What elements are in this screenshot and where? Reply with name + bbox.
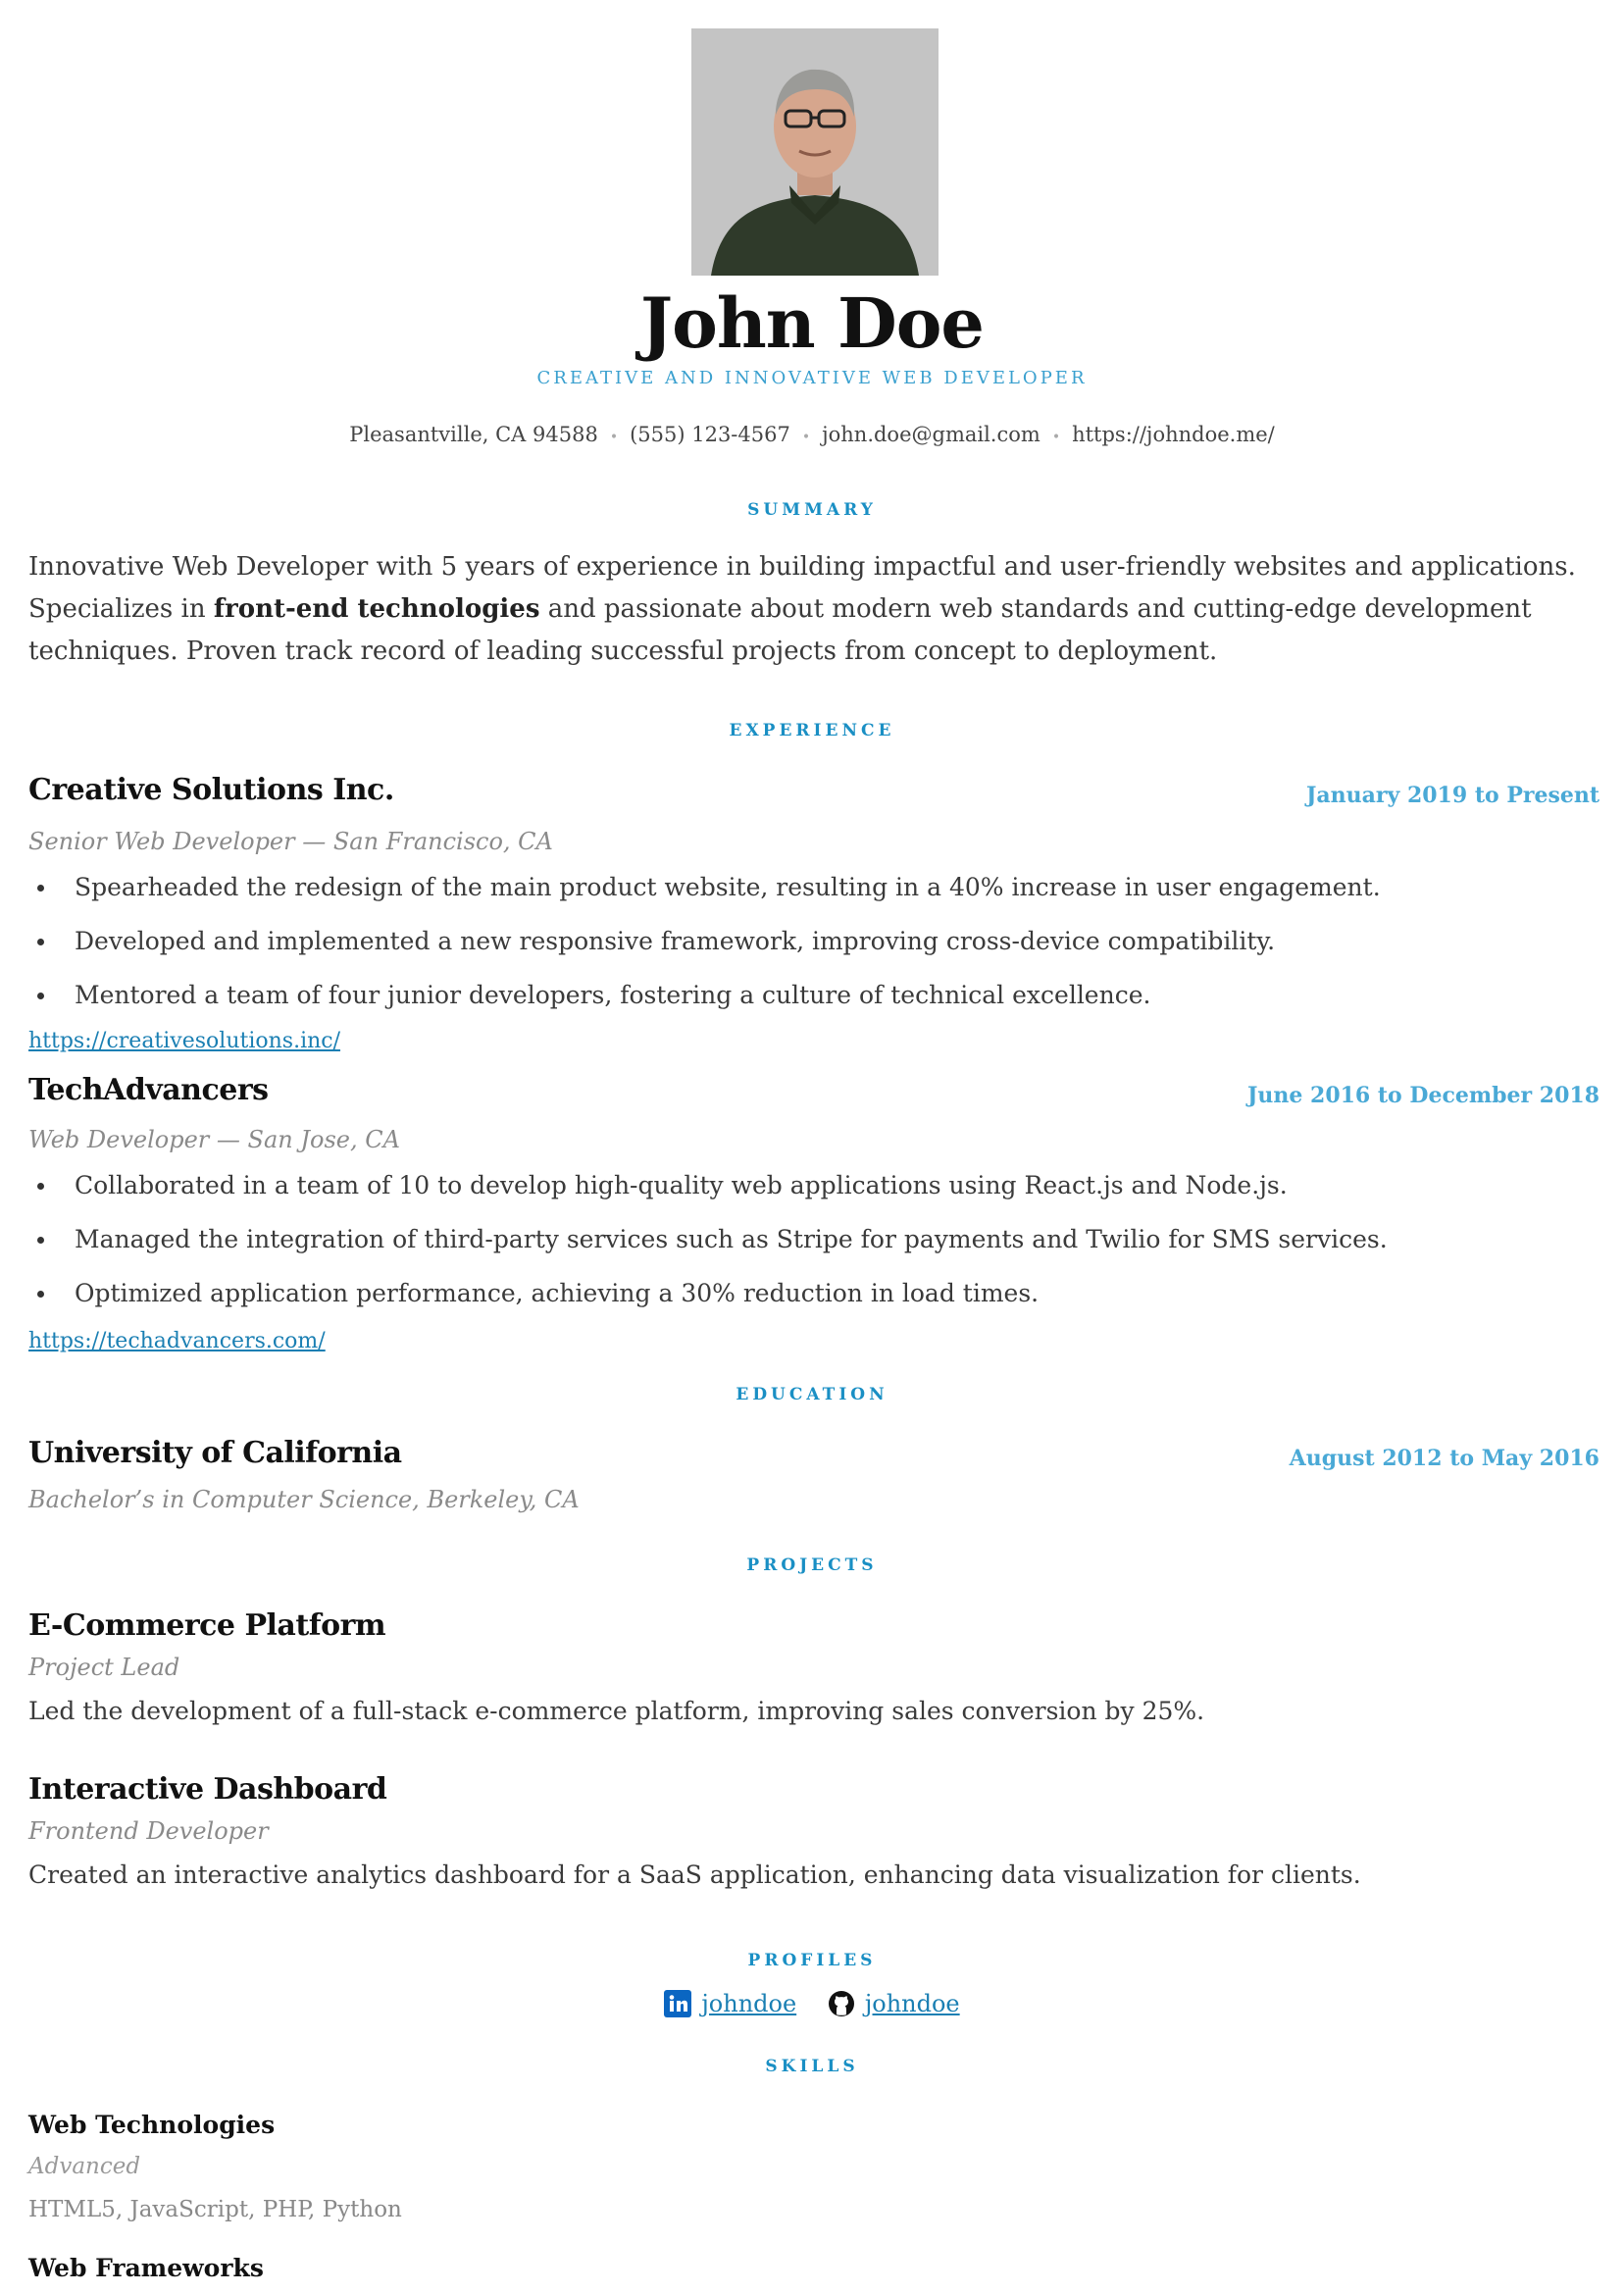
education-date: August 2012 to May 2016 xyxy=(1289,1446,1599,1471)
experience-date: June 2016 to December 2018 xyxy=(1246,1083,1599,1108)
list-item: Collaborated in a team of 10 to develop high-quality web applications using React.js and Node.js. xyxy=(28,1158,1598,1212)
profiles-list xyxy=(0,1987,1624,2026)
project-role: Project Lead xyxy=(28,1654,180,1681)
github-username[interactable]: johndoe xyxy=(864,1990,960,2017)
experience-position: Senior Web Developer — San Francisco, CA xyxy=(28,828,553,855)
project-name: E-Commerce Platform xyxy=(28,1608,386,1643)
experience-heading: EXPERIENCE xyxy=(729,721,895,740)
github-icon xyxy=(828,1990,855,2017)
experience-url-link[interactable]: https://creativesolutions.inc/ xyxy=(28,1029,341,1053)
email-text[interactable]: john.doe@gmail.com xyxy=(822,423,1040,446)
education-institution: University of California xyxy=(28,1436,402,1470)
candidate-name: John Doe xyxy=(640,282,984,364)
experience-company: Creative Solutions Inc. xyxy=(28,773,394,807)
summary-bold: front-end technologies xyxy=(213,594,540,624)
separator-dot: • xyxy=(609,430,619,445)
project-name: Interactive Dashboard xyxy=(28,1772,387,1807)
profiles-heading: PROFILES xyxy=(747,1951,877,1970)
summary-part: and passionate about modern web standards and cutting-edge development techniques. Proven track record of leading successful projects from concept to deployment. xyxy=(28,594,1532,666)
list-item: Optimized application performance, achieving a 30% reduction in load times. xyxy=(28,1266,1598,1320)
separator-dot: • xyxy=(1051,430,1061,445)
phone-text[interactable]: (555) 123-4567 xyxy=(630,423,790,446)
project-role: Frontend Developer xyxy=(28,1817,269,1845)
profile-github[interactable] xyxy=(828,1987,960,2020)
experience-bullets xyxy=(28,1158,1598,1320)
candidate-headline: CREATIVE AND INNOVATIVE WEB DEVELOPER xyxy=(536,368,1088,388)
skill-keywords: HTML5, JavaScript, PHP, Python xyxy=(28,2197,402,2222)
website-text[interactable]: https://johndoe.me/ xyxy=(1072,423,1275,446)
profile-linkedin[interactable] xyxy=(664,1987,796,2020)
separator-dot: • xyxy=(801,430,811,445)
contact-line xyxy=(0,420,1624,452)
education-degree: Bachelor’s in Computer Science, Berkeley, CA xyxy=(28,1486,580,1513)
project-description: Led the development of a full-stack e-commerce platform, improving sales conversion by 25%. xyxy=(28,1697,1205,1725)
list-item: Managed the integration of third-party services such as Stripe for payments and Twilio for SMS services. xyxy=(28,1212,1598,1266)
skill-name: Web Frameworks xyxy=(28,2254,264,2282)
skill-level: Advanced xyxy=(28,2154,141,2179)
list-item: Developed and implemented a new responsive framework, improving cross-device compatibility. xyxy=(28,914,1598,968)
summary-part: Innovative Web Developer with 5 years of experience in building impactful and user-friendly websites and applications. Specializes in xyxy=(28,552,1576,624)
experience-date: January 2019 to Present xyxy=(1306,783,1599,808)
summary-heading: SUMMARY xyxy=(747,500,877,520)
skills-heading: SKILLS xyxy=(765,2057,859,2076)
linkedin-icon xyxy=(664,1990,691,2017)
profile-photo xyxy=(691,28,939,276)
portrait-icon xyxy=(691,28,939,276)
experience-url-link[interactable]: https://techadvancers.com/ xyxy=(28,1329,326,1353)
experience-position: Web Developer — San Jose, CA xyxy=(28,1126,400,1153)
list-item: Mentored a team of four junior developers, fostering a culture of technical excellence. xyxy=(28,968,1598,1022)
projects-heading: PROJECTS xyxy=(746,1555,878,1575)
summary-text xyxy=(28,546,1598,673)
experience-bullets xyxy=(28,860,1598,1022)
location-text: Pleasantville, CA 94588 xyxy=(349,423,598,446)
linkedin-username[interactable]: johndoe xyxy=(701,1990,797,2017)
education-heading: EDUCATION xyxy=(736,1385,888,1404)
skill-name: Web Technologies xyxy=(28,2111,276,2139)
experience-company: TechAdvancers xyxy=(28,1073,269,1107)
project-description: Created an interactive analytics dashboard for a SaaS application, enhancing data visualization for clients. xyxy=(28,1861,1361,1889)
list-item: Spearheaded the redesign of the main product website, resulting in a 40% increase in user engagement. xyxy=(28,860,1598,914)
